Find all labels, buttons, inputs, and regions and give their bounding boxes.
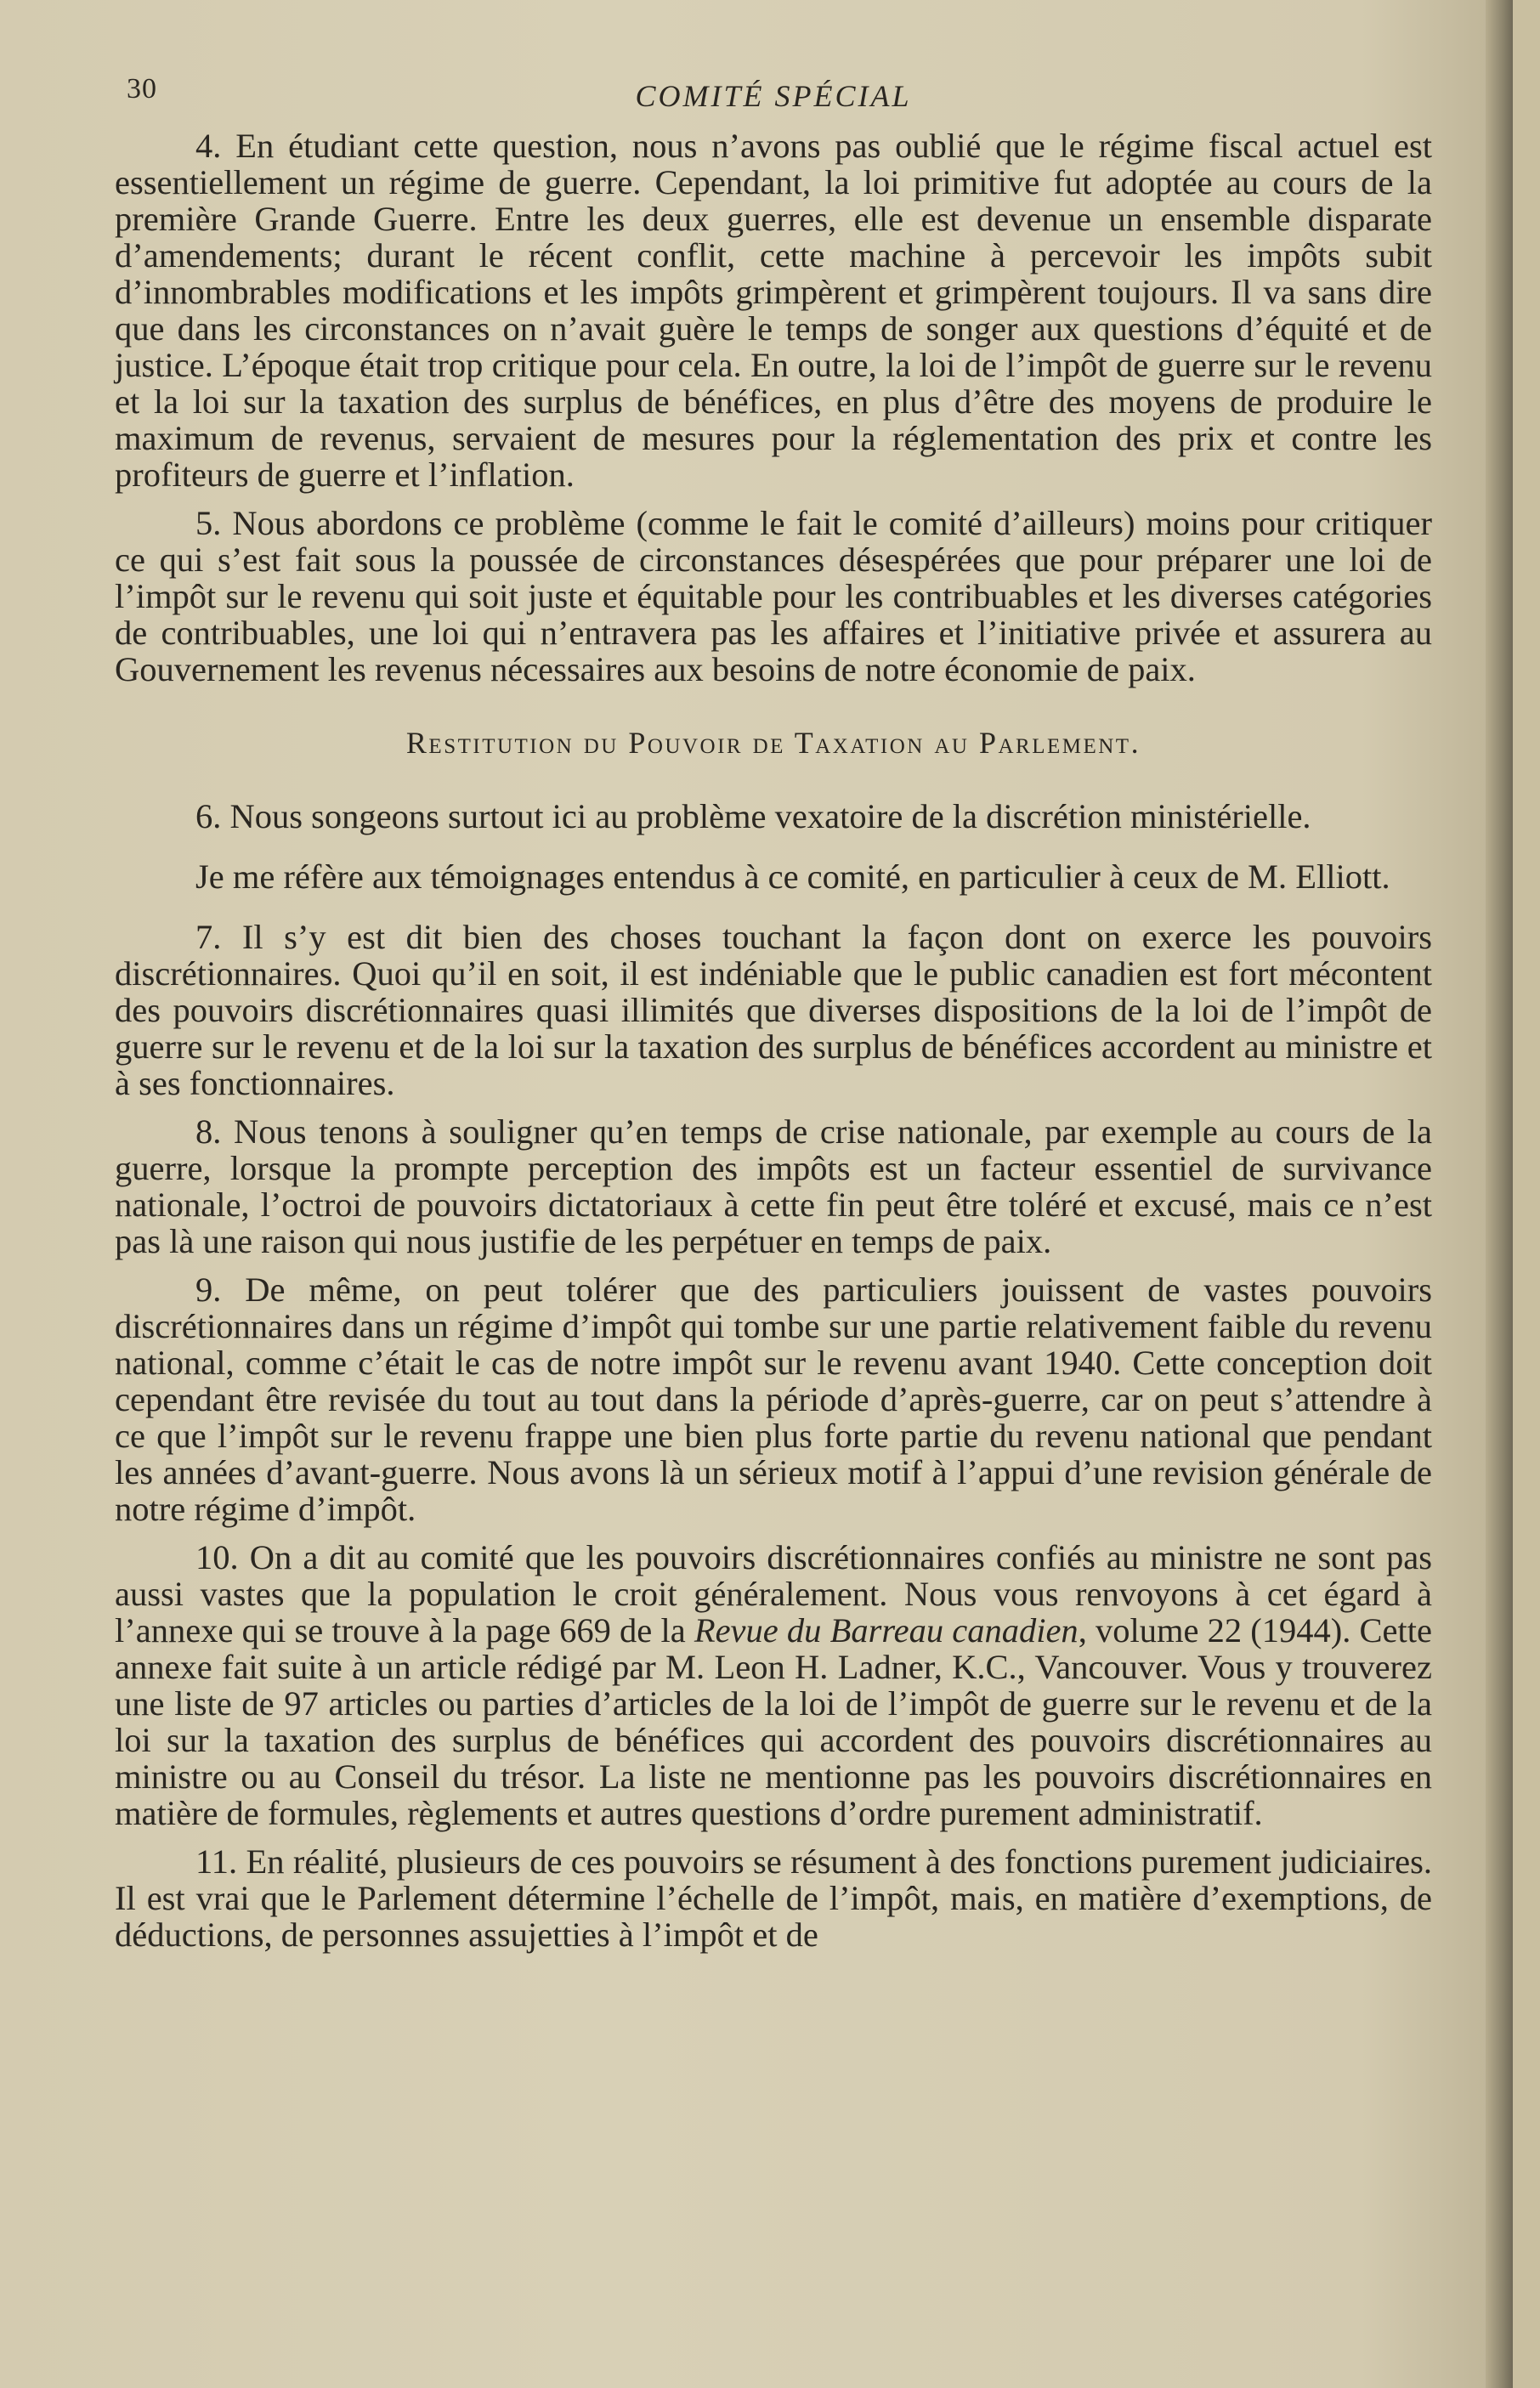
paragraph-11: 11. En réalité, plusieurs de ces pouvoirs se résument à des fonctions purement judiciaires. Il est vrai que le Parlement détermine l’échelle de l’impôt, mais, en matière d’exemptions, de déductions, de personnes assujetties à l’impôt et de	[115, 1842, 1432, 1954]
paragraph-4: 4. En étudiant cette question, nous n’avons pas oublié que le régime fiscal actuel est essentiellement un régime de guerre. Cependant, la loi primitive fut adoptée au cours de la première Grande Guerre. Entre les deux guerres, elle est devenue un ensemble disparate d’amendements; durant le récent conflit, cette machine à percevoir les impôts subit d’innombrables modifications et les impôts grimpèrent et grimpèrent toujours. Il va sans dire que dans les circonstances on n’avait guère le temps de songer aux questions d’équité et de justice. L’époque était trop critique pour cela. En outre, la loi de l’impôt de guerre sur le revenu et la loi sur la taxation des surplus de bénéfices, en plus d’être des moyens de produire le maximum de revenus, servaient de mesures pour la réglementation des prix et contre les profiteurs de guerre et l’inflation.	[115, 127, 1432, 494]
paragraph-10-text-a: 10. On a dit au comité que les pouvoirs discrétionnaires confiés au ministre ne sont pas aussi vastes que la population le croit généralement. Nous vous renvoyons à cet égard à l’annexe qui se trouve à la page 669 de la	[115, 1538, 1432, 1650]
paragraph-6: 6. Nous songeons surtout ici au problème vexatoire de la discrétion ministérielle.	[195, 797, 1311, 835]
paragraph-10-text-b: , volume 22 (1944). Cette annexe fait suite à un article rédigé par M. Leon H. Ladner, K.C., Vancouver. Vous y trouverez une liste de 97 articles ou parties d’articles de la loi de l’impôt de guerre sur le revenu et de la loi sur la taxation des surplus de bénéfices qui accordent des pouvoirs discrétionnaires au ministre ou au Conseil du trésor. La liste ne mentionne pas les pouvoirs discrétionnaires en matière de formules, règlements et autres questions d’ordre purement administratif.	[115, 1611, 1433, 1832]
page-number: 30	[127, 73, 157, 105]
journal-title: Revue du Barreau canadien	[694, 1611, 1079, 1650]
paragraph-7: 7. Il s’y est dit bien des choses touchant la façon dont on exerce les pouvoirs discrétionnaires. Quoi qu’il en soit, il est indéniable que le public canadien est fort mécontent des pouvoirs discrétionnaires quasi illimités que diverses dispositions de la loi de l’impôt de guerre sur le revenu et de la loi sur la taxation des surplus de bénéfices accordent au ministre et à ses fonctionnaires.	[115, 918, 1432, 1102]
page-header	[115, 0, 1432, 127]
paragraph-8: 8. Nous tenons à souligner qu’en temps de crise nationale, par exemple au cours de la guerre, lorsque la prompte perception des impôts est un facteur essentiel de survivance nationale, l’octroi de pouvoirs dictatoriaux à cette fin peut être toléré et excusé, mais ce n’est pas là une raison qui nous justifie de les perpétuer en temps de paix.	[115, 1112, 1432, 1260]
paragraph-6-reference: Je me réfère aux témoignages entendus à ce comité, en particulier à ceux de M. Elliott.	[195, 857, 1390, 896]
paragraph-9: 9. De même, on peut tolérer que des particuliers jouissent de vastes pouvoirs discrétionnaires dans un régime d’impôt qui tombe sur une partie relativement faible du revenu national, comme c’était le cas de notre impôt sur le revenu avant 1940. Cette conception doit cependant être revisée du tout au tout dans la période d’après-guerre, car on peut s’attendre à ce que l’impôt sur le revenu frappe une bien plus forte partie du revenu national que pendant les années d’avant-guerre. Nous avons là un sérieux motif à l’appui d’une revision générale de notre régime d’impôt.	[115, 1270, 1432, 1528]
section-heading: Restitution du Pouvoir de Taxation au Parlement.	[405, 726, 1141, 760]
running-title: COMITÉ SPÉCIAL	[635, 79, 912, 113]
page-body	[115, 127, 1432, 1953]
paragraph-5: 5. Nous abordons ce problème (comme le fait le comité d’ailleurs) moins pour critiquer ce qui s’est fait sous la poussée de circonstances désespérées que pour préparer une loi de l’impôt sur le revenu qui soit juste et équitable pour les contribuables et les diverses catégories de contribuables, une loi qui n’entravera pas les affaires et l’initiative privée et assurera au Gouvernement les revenus nécessaires aux besoins de notre économie de paix.	[115, 504, 1432, 688]
paragraph-10	[115, 1539, 1432, 1831]
page-edge-shadow	[1486, 0, 1513, 2388]
